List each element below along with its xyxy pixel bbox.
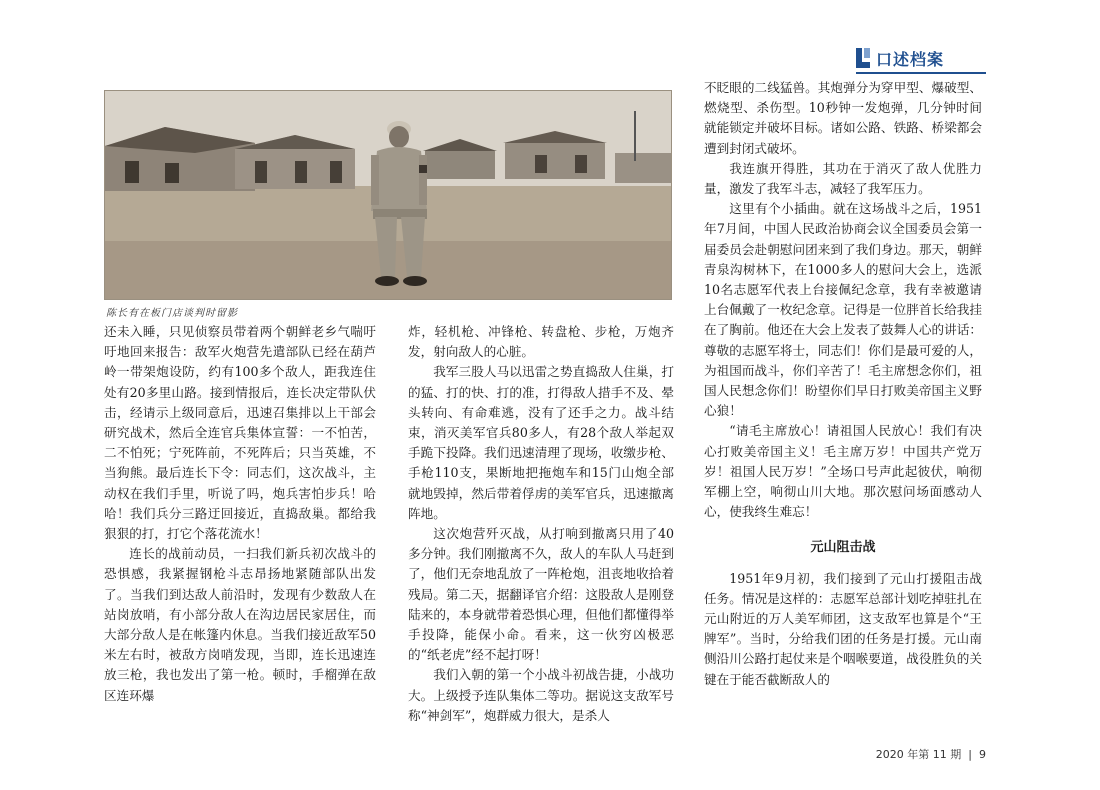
historical-photo xyxy=(104,90,672,300)
footer-separator: | xyxy=(968,748,972,761)
paragraph: 我们入朝的第一个小战斗初战告捷，小战功大。上级授予连队集体二等功。据说这支敌军号称“神剑军”，炮群威力很大，是杀人 xyxy=(408,667,674,723)
paragraph: 1951年9月初，我们接到了元山打援阻击战任务。情况是这样的：志愿军总部计划吃掉驻扎在元山附近的万人美军师团，这支敌军也算是个“王牌军”。当时，分给我们团的任务是打援。元山南侧沿川公路打起仗来是个咽喉要道，战役胜负的关键在于能否截断敌人的 xyxy=(704,570,982,687)
paragraph: 我连旗开得胜，其功在于消灭了敌人优胜力量，激发了我军斗志，减轻了我军压力。 xyxy=(704,160,982,197)
section-heading: 元山阻击战 xyxy=(810,540,876,556)
photo-caption: 陈长有在板门店谈判时留影 xyxy=(106,308,238,319)
paragraph: 炸，轻机枪、冲锋枪、转盘枪、步枪，万炮齐发，射向敌人的心脏。 xyxy=(408,324,674,360)
header-rule xyxy=(856,72,986,74)
text-column-2 xyxy=(408,322,674,726)
paragraph: “请毛主席放心！请祖国人民放心！我们有决心打败美帝国主义！毛主席万岁！中国共产党万岁！祖国人民万岁！”全场口号声此起彼伏，响彻军棚上空，响彻山川大地。那次慰问场面感动人心，使我终生难忘！ xyxy=(704,423,982,520)
text-column-3 xyxy=(704,78,982,690)
paragraph: 还未入睡，只见侦察员带着两个朝鲜老乡气喘吁吁地回来报告：敌军火炮营先遣部队已经在葫芦岭一带架炮设防，约有100多个敌人，距我连住处有20多里山路。接到情报后，连长决定带队伏击，经请示上级同意后，迅速召集排以上干部会研究战术，然后全连官兵集体宣誓：一不怕苦，二不怕死；宁死阵前，不死阵后；只当英雄，不当狗熊。最后连长下令：同志们，这次战斗，主动权在我们手里，听说了吗，炮兵害怕步兵！哈哈！我们兵分三路迂回接近，直捣敌巢。都给我狠狠的打，打它个落花流水！ xyxy=(104,324,376,542)
photo-illustration xyxy=(105,91,671,299)
header-logo-icon xyxy=(856,48,870,68)
paragraph: 我军三股人马以迅雷之势直捣敌人住巢，打的猛、打的快、打的准，打得敌人措手不及、晕头转向、有命难逃，没有了还手之力。战斗结束，消灭美军官兵80多人，有28个敌人举起双手跪下投降。我们迅速清理了现场，收缴步枪、手枪110支，果断地把拖炮车和15门山炮全部就地毁掉，然后带着俘虏的美军官兵，迅速撤离阵地。 xyxy=(408,364,674,521)
paragraph: 这次炮营歼灭战，从打响到撤离只用了40多分钟。我们刚撤离不久，敌人的车队人马赶到了，他们无奈地乱放了一阵枪炮，沮丧地收拾着残局。第二天，据翻译官介绍：这股敌人是刚登陆来的，本身就带着恐惧心理，但他们都懂得举手投降，能保小命。看来，这一伙穷凶极恶的“纸老虎”经不起打呀！ xyxy=(408,526,674,663)
paragraph: 不眨眼的二线猛兽。其炮弹分为穿甲型、爆破型、燃烧型、杀伤型。10秒钟一发炮弹，几分钟时间就能锁定并破坏目标。诸如公路、铁路、桥梁都会遭到封闭式破坏。 xyxy=(704,80,982,156)
page-footer xyxy=(826,746,986,762)
text-column-1 xyxy=(104,322,376,706)
page-number: 9 xyxy=(979,748,986,761)
header-title: 口述档案 xyxy=(876,49,945,69)
paragraph: 连长的战前动员，一扫我们新兵初次战斗的恐惧感，我紧握钢枪斗志昂扬地紧随部队出发了。当我们到达敌人前沿时，发现有少数敌人在站岗放哨，有小部分敌人在沟边居民家居住，而大部分敌人是在帐篷内休息。当我们接近敌军50米左右时，被敌方岗哨发现，当即，连长迅速连放三枪，我也发出了第一枪。顿时，手榴弹在敌区连环爆 xyxy=(104,546,376,703)
section-header xyxy=(856,46,980,70)
issue-label: 2020 年第 11 期 xyxy=(875,748,962,761)
paragraph: 这里有个小插曲。就在这场战斗之后，1951年7月间，中国人民政治协商会议全国委员会第一届委员会赴朝慰问团来到了我们身边。那天，朝鲜青泉沟树林下，在1000多人的慰问大会上，选派10名志愿军代表上台接佩纪念章，我有幸被邀请上台佩戴了一枚纪念章。记得是一位胖首长给我挂在了胸前。他还在大会上发表了鼓舞人心的讲话：尊敬的志愿军将士，同志们！你们是最可爱的人，为祖国而战斗，你们辛苦了！毛主席想念你们，祖国人民想念你们！盼望你们早日打败美帝国主义野心狼！ xyxy=(704,201,982,419)
